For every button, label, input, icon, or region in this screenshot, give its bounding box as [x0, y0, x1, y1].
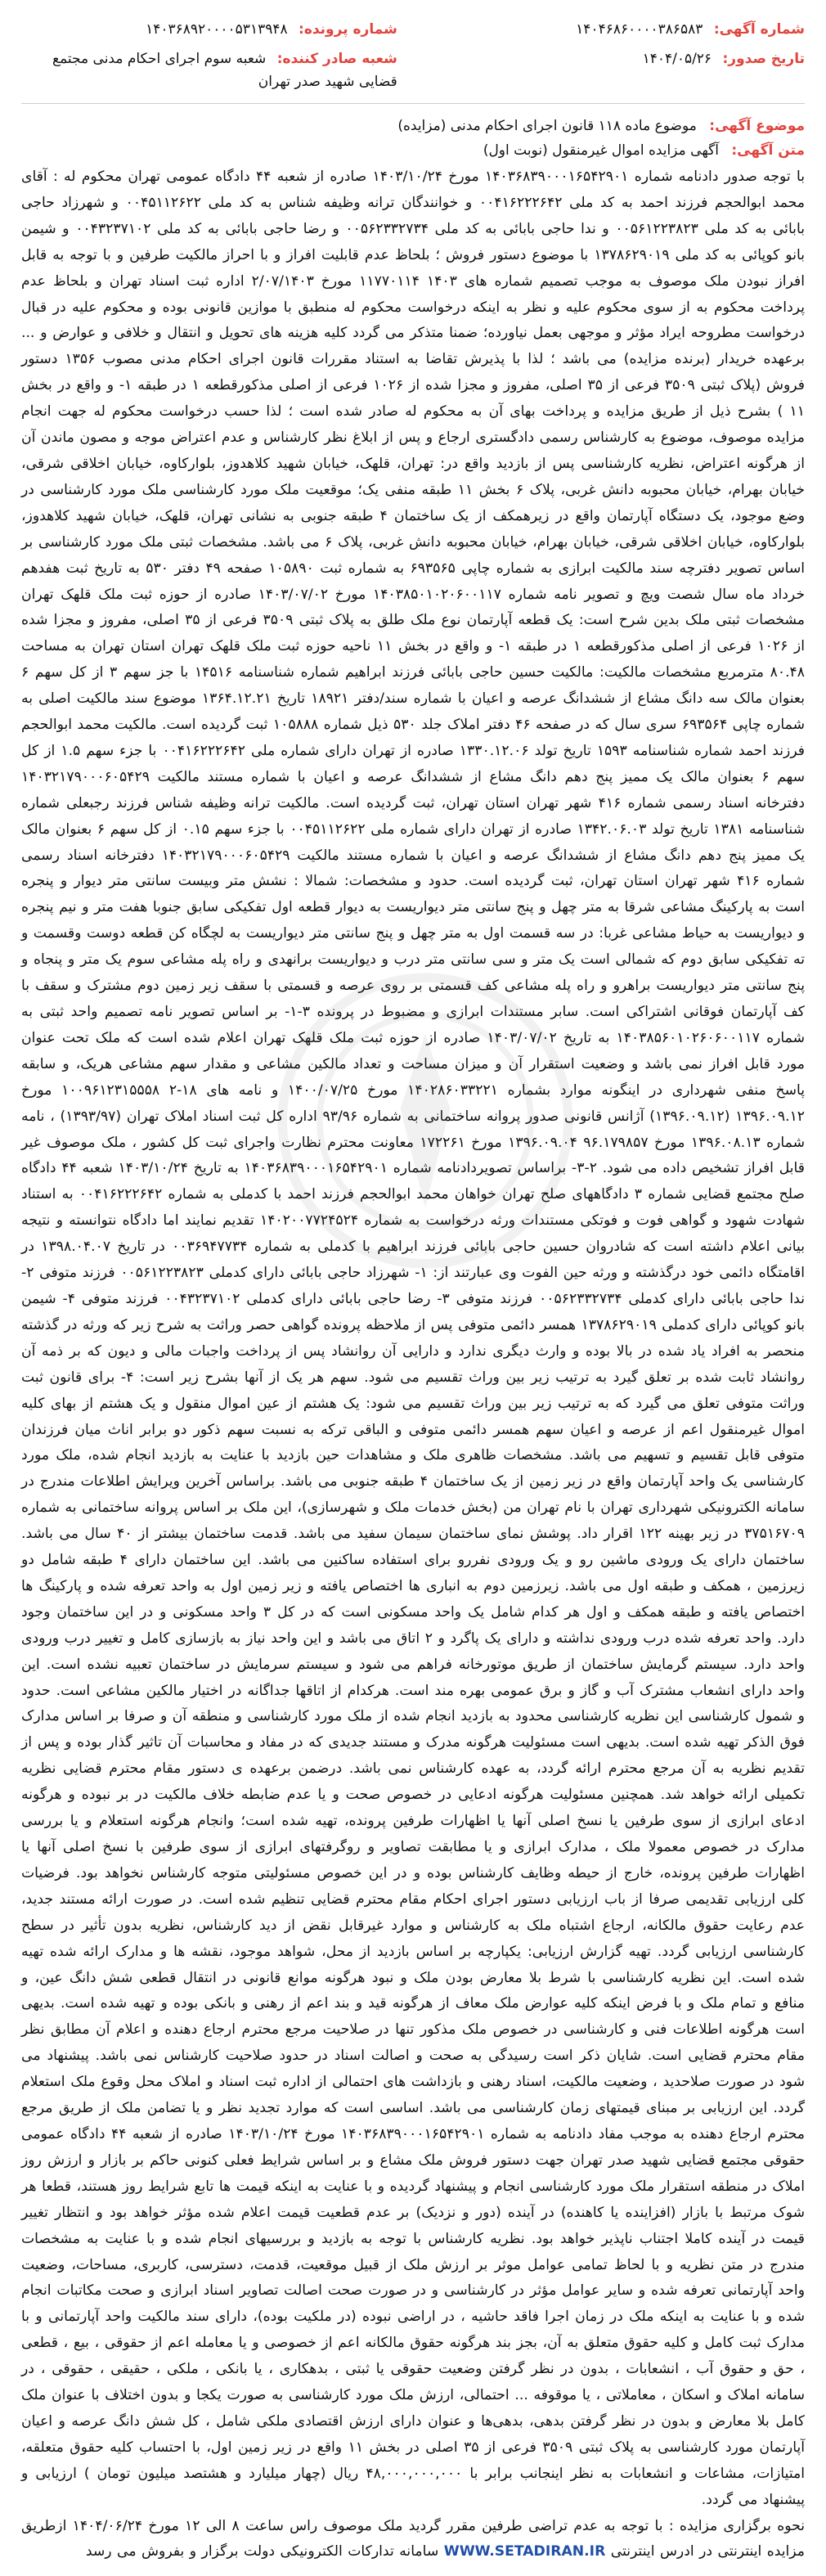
case-number-value: ۱۴۰۳۶۸۹۲۰۰۰۰۵۳۱۳۹۴۸	[146, 21, 288, 38]
header-row-1	[21, 18, 805, 41]
subject-line	[21, 114, 805, 138]
ad-number-block	[429, 18, 805, 41]
subject-label: موضوع آگهی:	[709, 118, 805, 134]
branch-value: شعبه سوم اجرای احکام مدنی مجتمع قضایی شهید صدر تهران	[52, 51, 397, 90]
ad-number-value: ۱۴۰۴۶۸۶۰۰۰۰۳۸۶۵۸۳	[576, 21, 703, 38]
branch-block	[21, 47, 397, 93]
body-paragraph-main: با توجه صدور دادنامه شماره ۱۴۰۳۶۸۳۹۰۰۰۱۶۵۴۲۹۰۱ مورخ ۱۴۰۳/۱۰/۲۴ صادره از شعبه ۴۴ دادگاه عمومی تهران محکوم له : آقای محمد ابوالحجم فرزند احمد به کد ملی ۰۰۴۱۶۲۲۲۶۴۲ و خوانندگان ترانه وظیفه شناس به کد ملی ۰۰۴۵۱۱۲۶۲۲ و شهرزاد حاجی بابائی به کد ملی ۰۰۵۶۱۲۲۳۸۲۳ و ندا حاجی بابائی به کد ملی ۰۰۵۶۲۳۳۲۷۳۴ و رضا حاجی بابائی به کد ملی ۰۰۴۳۲۳۷۱۰۲ و شیمن بانو کوپائی به کد ملی ۱۳۷۸۶۲۹۰۱۹ با موضوع دستور فروش ؛ بلحاظ عدم قابلیت افراز و با احراز مالکیت طرفین و با توجه به قابل افراز نبودن ملک موصوف به موجب تصمیم شماره های ۱۴۰۳ ۱۱۷۷۰۱۱۴ مورخ ۲/۰۷/۱۴۰۳ اداره ثبت اسناد تهران و بلحاظ عدم پرداخت محکوم به از سوی محکوم علیه و نظر به اینکه درخواست محکوم له منطبق با موازین قانونی بوده و محکوم علیه در قبال درخواست مطروحه ایراد مؤثر و موجهی بعمل نیاورده؛ ضمنا متذکر می گردد کلیه هزینه های تحویل و انتقال و خلافی و عوارض و ... برعهده خریدار (برنده مزایده) می باشد ؛ لذا با پذیرش تقاضا به استناد مقررات قانون اجرای احکام مدنی مصوب ۱۳۵۶ دستور فروش (پلاک ثبتی ۳۵۰۹ فرعی از ۳۵ اصلی، مفروز و مجزا شده از ۱۰۲۶ فرعی از اصلی مذکورقطعه ۱ در طبقه ۱- و واقع در بخش ۱۱ ) بشرح ذیل از طریق مزایده و پرداخت بهای آن به محکوم له صادر شده است ؛ لذا حسب درخواست محکوم له جهت انجام مزایده موصوف، موضوع به کارشناس رسمی دادگستری ارجاع و پس از ابلاغ نظر کارشناس و عدم اعتراض موجه و مصون ماندن آن از هرگونه اعتراض، نظریه کارشناسی پس از بازدید واقع در: تهران، قلهک، خیابان شهید کلاهدوز، بلوارکاوه، خیابان اخلاقی شرقی، خیابان بهرام، خیابان محبوبه دانش غربی، پلاک ۶ بخش ۱۱ طبقه منفی یک؛ موقعیت ملک مورد کارشناسی ملک مورد کارشناسی در وضع موجود، یک دستگاه آپارتمان واقع در زیرهمکف از یک ساختمان ۴ طبقه جنوبی به نشانی تهران، قلهک، خیابان شهید کلاهدوز، بلوارکاوه، خیابان اخلاقی شرقی، خیابان بهرام، خیابان محبوبه دانش غربی، پلاک ۶ می باشد. مشخصات ثبتی ملک مورد کارشناسی بر اساس تصویر دفترچه سند مالکیت ابرازی به شماره چاپی ۶۹۳۵۶۵ به شماره ثبت ۱۰۵۸۹۰ صفحه ۴۹ دفتر ۵۳۰ به تاریخ ثبت هفدهم خرداد ماه سال شصت ویچ و تصویر نامه شماره ۱۴۰۳۸۵۰۱۰۲۰۶۰۰۱۱۷ مورخ ۱۴۰۳/۰۷/۰۲ صادره از حوزه ثبت ملک قلهک تهران مشخصات ثبتی ملک بدین شرح است: یک قطعه آپارتمان نوع ملک طلق به پلاک ثبتی ۳۵۰۹ فرعی از ۳۵ اصلی، مفروز و مجزا شده از ۱۰۲۶ فرعی از اصلی مذکورقطعه ۱ در طبقه ۱- و واقع در بخش ۱۱ ناحیه حوزه ثبت ملک قلهک تهران استان تهران به مساحت ۸۰.۴۸ مترمربع مشخصات مالکیت: مالکیت حسین حاجی بابائی فرزند ابراهیم شماره شناسنامه ۱۴۵۱۶ با جز سهم ۳ از کل سهم ۶ بعنوان مالک سه دانگ مشاع از ششدانگ عرصه و اعیان با شماره سند/دفتر ۱۸۹۲۱ تاریخ ۱۳۶۴.۱۲.۲۱ موضوع سند مالکیت اصلی به شماره چاپی ۶۹۳۵۶۴ سری سال که در صفحه ۴۶ دفتر املاک جلد ۵۳۰ ذیل شماره ۱۰۵۸۸۸ ثبت گردیده است. مالکیت محمد ابوالحجم فرزند احمد شماره شناسنامه ۱۵۹۳ تاریخ تولد ۱۳۳۰.۱۲.۰۶ صادره از تهران دارای شماره ملی ۰۰۴۱۶۲۲۲۶۴۲ با جزء سهم ۱.۵ از کل سهم ۶ بعنوان مالک یک ممیز پنج دهم دانگ مشاع از ششدانگ عرصه و اعیان با شماره مستند مالکیت ۱۴۰۳۲۱۷۹۰۰۰۶۰۵۴۲۹ دفترخانه اسناد رسمی شماره ۴۱۶ شهر تهران استان تهران، ثبت گردیده است. مالکیت ترانه وظیفه شناس فرزند رجبعلی شماره شناسنامه ۱۳۸۱ تاریخ تولد ۱۳۴۲.۰۶.۰۳ صادره از تهران دارای شماره ملی ۰۰۴۵۱۱۲۶۲۲ با جزء سهم ۰.۱۵ از کل سهم ۶ بعنوان مالک یک ممیز پنج دهم دانگ مشاع از ششدانگ عرصه و اعیان با شماره مستند مالکیت ۱۴۰۳۲۱۷۹۰۰۰۶۰۵۴۲۹ دفترخانه اسناد رسمی شماره ۴۱۶ شهر تهران استان تهران، ثبت گردیده است. حدود و مشخصات: شمالا : نشش متر وبیست سانتی متر دیوار و پنجره است به پارکینگ مشاعی شرقا به متر چهل و پنج سانتی متر دیواریست به دیوار قطعه اول تفکیکی سابق جنوبا هفت متر و نیم پنجره و دیواریست به حیاط مشاعی غربا: در سه قسمت اول به متر چهل و پنج سانتی متر دیواریست به لچگاه کن قطعه دوست وقسمت و ته تفکیکی سابق دوم که شمالی است یک متر و سی سانتی متر درب و دیواریست برانهدی و راه پله مشاعی سوم یک متر و پنجاه و پنج سانتی متر دیواریست براهرو و راه پله مشاعی کف قسمتی بر روی عرصه و قسمتی با سقف زیر زمین دوم مشترک و سقف با کف آپارتمان فوقانی اشتراکی است. سابر مستندات ابرازی و مضبوط در پرونده ۳-۱- بر اساس تصویر نامه تصمیم واحد ثبتی به شماره ۱۴۰۳۸۵۶۰۱۰۲۶۰۶۰۰۱۱۷ به تاریخ ۱۴۰۳/۰۷/۰۲ صادره از حوزه ثبت ملک قلهک تهران اعلام شده است که ملک تحت عنوان مورد قابل افراز نمی باشد و وضعیت استقرار آن و میزان مساحت و تعداد مالکین مشاعی و مقدار سهم مشاعی هریک، و سابقه پاسخ منفی شهرداری در اینگونه موارد بشماره ۱۴۰۲۸۶۰۳۳۲۲۱ مورخ ۱۴۰۰/۰۷/۲۵ و نامه های ۱۸-۲ ۱۰۰۹۶۱۲۳۱۵۵۵۸ مورخ ۱۳۹۶.۰۹.۱۲ (۱۳۹۶.۰۹.۱۲) آژانس قانونی صدور پروانه ساختمانی به شماره ۹۳/۹۶ اداره کل ثبت اسناد املاک تهران (۱۳۹۳/۹۷) ، نامه شماره ۱۳۹۶.۰۸.۱۳ مورخ ۹۶.۱۷۹۸۵۷ ۱۳۹۶.۰۹.۰۴ مورخ ۱۷۲۲۶۱ معاونت محترم نظارت واجرای ثبت کل کشور ، ملک موصوف غیر قابل افراز تشخیص داده می شود. ۲-۳- براساس تصویردادنامه شماره ۱۴۰۳۶۸۳۹۰۰۰۱۶۵۴۲۹۰۱ به تاریخ ۱۴۰۳/۱۰/۲۴ شعبه ۴۴ دادگاه صلح مجتمع قضایی شماره ۳ دادگاههای صلح تهران خواهان محمد ابوالحجم فرزند احمد با کدملی به شماره ۰۰۴۱۶۲۲۲۶۴۲ به استناد شهادت شهود و گواهی فوت و فوتکی مستندات ورثه درخواست به شماره ۱۴۰۲۰۰۷۷۲۴۵۲۴ تقدیم نمایند اما دادگاه نتوانسته و نتیجه بیانی اعلام داشته است که شادروان حسین حاجی بابائی فرزند ابراهیم با کدملی به شماره ۰۰۳۶۹۴۷۷۳۴ در تاریخ ۱۳۹۸.۰۴.۰۷ در اقامتگاه دائمی خود درگذشته و ورثه حین الفوت وی عبارتند از: ۱- شهرزاد حاجی بابائی دارای کدملی ۰۰۵۶۱۲۲۳۸۲۳ فرزند متوفی ۲- ندا حاجی بابائی دارای کدملی ۰۰۵۶۲۳۳۲۷۳۴ فرزند متوفی ۳- رضا حاجی بابائی دارای کدملی ۰۰۴۳۲۳۷۱۰۲ فرزند متوفی ۴- شیمن بانو کوپائی دارای کدملی ۱۳۷۸۶۲۹۰۱۹ همسر دائمی متوفی پس از ملاحظه پرونده گواهی حصر وراثت به شرح زیر که ورثه در گذشته منحصر به افراد یاد شده در بالا بوده و وارث دیگری ندارد و دارایی آن روانشاد پس از پرداخت واجبات مالی و دیون که بر ذمه آن روانشاد ثابت شده بر تعلق گیرد به ترتیب زیر بین وراث تقسیم می شود. سهم هر یک از آنها بشرح زیر است: ۴- برای قانون ثبت وراثت متوفی تعلق می گیرد که به ترتیب زیر بین وراث تقسیم می شود: یک هشتم از عین اموال منقول و یک هشتم از بهای کلیه اموال غیرمنقول اعم از عرصه و اعیان سهم همسر دائمی متوفی و الباقی ترکه به نسبت سهم ذکور دو برابر اناث میان فرزندان متوفی قابل تقسیم و تسهیم می باشد. مشخصات ظاهری ملک و مشاهدات حین بازدید با عنایت به بازدید انجام شده، ملک مورد کارشناسی یک واحد آپارتمان واقع در زیر زمین از یک ساختمان ۴ طبقه جنوبی می باشد. براساس آخرین ویرایش اطلاعات مندرج در سامانه الکترونیکی شهرداری تهران با نام تهران من (بخش خدمات ملک و شهرسازی)، این ملک بر اساس پروانه ساختمانی به شماره ۳۷۵۱۶۷۰۹ در زیر بهینه ۱۲۲ اقرار داد. پوشش نمای ساختمان سیمان سفید می باشد. قدمت ساختمان بیشتر از ۴۰ سال می باشد. ساختمان دارای یک ورودی ماشین رو و یک ورودی نفررو برای استفاده ساکنین می باشد. این ساختمان دارای ۴ طبقه شامل دو زیرزمین ، همکف و طبقه اول می باشد. زیرزمین دوم به انباری ها اختصاص یافته و زیر زمین اول به واحد تعرفه شده و پارکینگ ها اختصاص یافته و طبقه همکف و اول هر کدام شامل یک واحد مسکونی است که در کل ۳ واحد مسکونی و در این ساختمان وجود دارد. واحد تعرفه شده درب ورودی نداشته و دارای یک پاگرد و ۲ اتاق می باشد و این واحد نیاز به بازسازی کامل و تغییر درب ورودی واحد دارد. سیستم گرمایش ساختمان از طریق موتورخانه فراهم می شود و سیستم سرمایش در ساختمان تعبیه نشده است. این واحد دارای انشعاب مشترک آب و گاز و برق عمومی بهره مند است. هرکدام از اتاقها جداگانه در اختیار مالکین مشاعی است. حدود و شمول کارشناسی این نظریه کارشناسی محدود به بازدید انجام شده از ملک مورد کارشناسی و منطقه آن و صرفا بر اساس مدارک فوق الذکر تهیه شده است. بدیهی است مسئولیت هرگونه مدرک و مستند جدیدی که در مفاد و محاسبات آن تاثیر گذار بوده و پس از تقدیم نظریه به آن مرجع محترم ارائه گردد، به عهده کارشناس نمی باشد. درضمن برعهده ی دستور مقام محترم قضایی نظریه تکمیلی ارائه خواهد شد. همچنین مسئولیت هرگونه ادعایی در خصوص صحت و یا عدم ضابطه خلاف مالکیت در بر نبوده و هرگونه ادعای ابرازی از سوی طرفین یا نسخ اصلی آنها یا اظهارات طرفین پرونده، تهیه شده است؛ وانجام هرگونه استعلام و یا بررسی مدارک در خصوص معمولا ملک ، مدارک ابرازی و یا مطابقت تصاویر و روگرفتهای ابرازی از سوی طرفین با نسخ اصلی آنها یا اظهارات طرفین پرونده، خارج از حیطه وظایف کارشناس بوده و در این خصوص مسئولیتی متوجه کارشناس نخواهد بود. فرضیات کلی ارزیابی تقدیمی صرفا از باب ارزیابی دستور اجرای احکام مقام محترم قضایی تنظیم شده است. در صورت ارائه مستند جدید، عدم رعایت حقوق مالکانه، ارجاع اشتباه ملک به کارشناس و موارد غیرقابل نقض از دید کارشناس، نظریه بدون تأثیر در سطح کارشناسی ارزیابی گردد. تهیه گزارش ارزیابی: یکپارچه بر اساس بازدید از محل، شواهد موجود، نقشه ها و مدارک ارائه شده تهیه شده است. این نظریه کارشناسی با شرط بلا معارض بودن ملک و نبود هرگونه موانع قانونی در انتقال قطعی شش دانگ عین، و منافع و تمام ملک و با فرض اینکه کلیه عوارض ملک معاف از هرگونه قید و بند اعم از رهنی و بانکی بوده و تهیه شده است. بدیهی است هرگونه اطلاعات فنی و کارشناسی در خصوص ملک مذکور تنها در صلاحیت مرجع محترم ارجاع دهنده و اعلام آن مطابق نظر مقام محترم قضایی است. شایان ذکر است رسیدگی به صحت و اصالت اسناد در حدود صلاحیت کارشناس نمی باشد. پیشنهاد می شود در صورت صلاحدید ، وضعیت مالکیت، اسناد رهنی و بازداشت های احتمالی از اداره ثبت اسناد و املاک محل وقوع ملک استعلام گردد. این ارزیابی بر مبنای قیمتهای زمان کارشناسی می باشد. اساسی است که موارد تجدید نظر و یا تضامن ملک از طریق مرجع محترم ارجاع دهنده به موجب مفاد دادنامه به شماره ۱۴۰۳۶۸۳۹۰۰۰۱۶۵۴۲۹۰۱ مورخ ۱۴۰۳/۱۰/۲۴ صادره از شعبه ۴۴ دادگاه عمومی حقوقی مجتمع قضایی شهید صدر تهران جهت دستور فروش ملک مشاع و بر اساس شرایط فعلی کنونی حاکم بر بازار و ارزش روز املاک در منطقه استقرار ملک مورد کارشناسی انجام و پیشنهاد گردیده و با عنایت به اینکه قیمت ها تابع شرایط روز هستند، قطعا هر شوک مرتبط با بازار (افزاینده یا کاهنده) در آینده (دور و نزدیک) بر عدم قطعیت قیمت اعلام شده مؤثر خواهد بود و انتظار تغییر قیمت در آینده کاملا اجتناب ناپذیر خواهد بود. نظریه کارشناس با توجه به بازدید و بررسیهای انجام شده و با عنایت به مشخصات مندرج در متن نظریه و با لحاظ تمامی عوامل موثر بر ارزش ملک از قبیل موقعیت، قدمت، دسترسی، کاربری، مساحات، وضعیت واحد آپارتمانی تعرفه شده و سایر عوامل مؤثر در کارشناسی و در صورت صحت اصالت تصاویر اسناد ابرازی و صحت مکاتبات انجام شده و با عنایت به اینکه ملک در زمان اجرا فاقد حاشیه ، در اراضی نبوده (در ملکیت بوده)، دارای سند مالکیت واحد آپارتمانی و با مدارک ثبت کامل و کلیه حقوق متعلق به آن، بجز بند هرگونه حقوق مالکانه اعم از خصوصی و یا معامله اعم از حقوقی ، بیع ، قطعی ، حق و حقوق آب ، انشعابات ، بدون در نظر گرفتن وضعیت حقوقی یا ثبتی ، بدهکاری ، یا بانکی ، ملکی ، حقیقی ، حقوقی ، در سامانه املاک و اسکان ، معاملاتی ، یا موقوفه ... احتمالی، ارزش ملک مورد کارشناسی به صورت یکجا و بدون اختلاف با عنوان ملک کامل بلا معارض و بدون در نظر گرفتن بدهی، بدهی‌ها و عنوان دارای ارزش اقتصادی ملکی شامل ، کل شش دانگ عرصه و اعیان آپارتمان مورد کارشناسی به پلاک ثبتی ۳۵۰۹ فرعی از ۳۵ اصلی در بخش ۱۱ واقع در زیر زمین اول، با احتساب کلیه حقوق متعلقه، امتیازات، مشاعات و انشعابات به نظر اینجانب برابر با ۴۸,۰۰۰,۰۰۰,۰۰۰ ریال (چهار میلیارد و هشتصد میلیون تومان ) ارزیابی و پیشنهاد می گردد.	[21, 169, 806, 2508]
notice-body	[21, 164, 805, 2565]
text-label: متن آگهی:	[731, 142, 805, 159]
body-paragraph-auction	[21, 2514, 805, 2566]
branch-label: شعبه صادر کننده:	[276, 51, 397, 67]
case-number-block	[21, 18, 397, 41]
website-link[interactable]: WWW.SETADIRAN.IR	[443, 2543, 606, 2560]
text-title-line	[21, 138, 805, 163]
header-divider	[21, 103, 805, 104]
issue-date-label: تاریخ صدور:	[722, 51, 805, 67]
case-number-label: شماره پرونده:	[299, 21, 397, 38]
issue-date-value: ۱۴۰۴/۰۵/۲۶	[642, 51, 712, 67]
subject-text: موضوع ماده ۱۱۸ قانون اجرای احکام مدنی (مزایده)	[397, 118, 697, 134]
header-row-2	[21, 47, 805, 93]
auction-method-text: نحوه برگزاری مزایده : با توجه به عدم تراضی طرفین مقرر گردید ملک موصوف راس ساعت ۸ الی ۱۲ مورخ ۱۴۰۴/۰۶/۲۴ ازطریق مزایده اینترنتی در ادرس اینترنتی	[21, 2517, 806, 2560]
auction-closing-text: سامانه تدارکات الکترونیکی دولت برگزار و بفروش می رسد	[85, 2543, 439, 2560]
issue-date-block	[429, 47, 805, 70]
text-title: آگهی مزایده اموال غیرمنقول (نوبت اول)	[483, 142, 719, 159]
ad-number-label: شماره آگهی:	[713, 21, 805, 38]
